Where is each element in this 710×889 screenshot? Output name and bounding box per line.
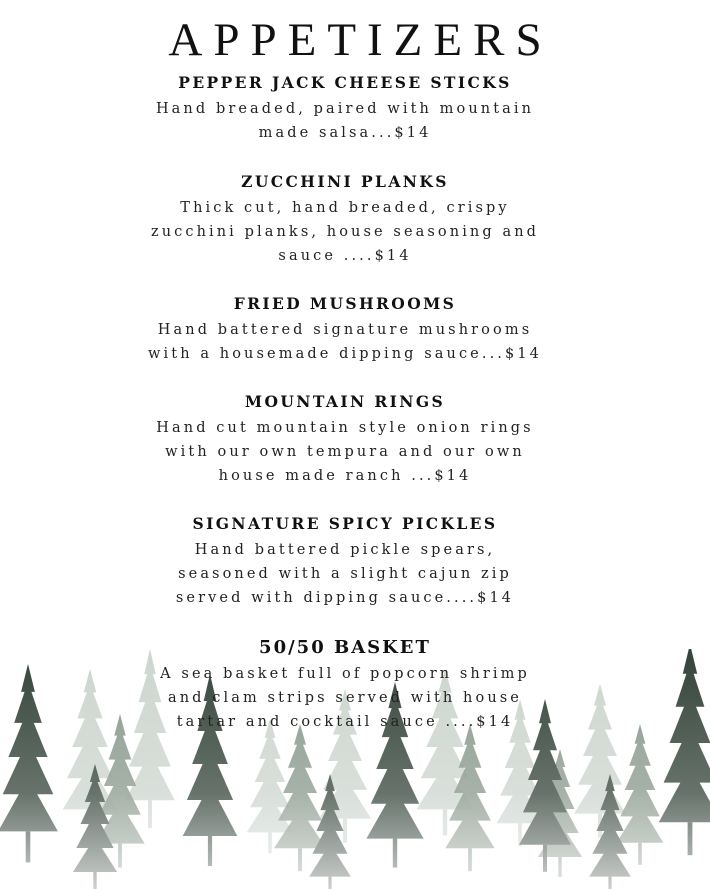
menu-item — [130, 514, 560, 610]
menu-item — [130, 172, 560, 268]
menu-item-name: MOUNTAIN RINGS — [244, 392, 446, 411]
menu-item-name: ZUCCHINI PLANKS — [241, 172, 449, 191]
menu-item-description: Thick cut, hand breaded, crispy zucchini planks, house seasoning and sauce ....$14 — [150, 200, 540, 264]
menu-item-description: Hand breaded, paired with mountain made salsa...$14 — [155, 101, 535, 141]
menu-item-description: Hand battered signature mushrooms with a housemade dipping sauce...$14 — [148, 322, 542, 362]
menu-item-name: FRIED MUSHROOMS — [233, 294, 457, 313]
menu-item-name: PEPPER JACK CHEESE STICKS — [178, 73, 512, 92]
menu-item-description: Hand cut mountain style onion rings with our own tempura and our own house made ranch ...$14 — [156, 420, 534, 484]
menu-title: APPETIZERS — [168, 14, 553, 66]
menu-item-name: SIGNATURE SPICY PICKLES — [192, 514, 498, 533]
menu-item — [130, 638, 560, 734]
menu-item — [130, 392, 560, 488]
menu-item-description: Hand battered pickle spears, seasoned with a slight cajun zip served with dipping sauce....$14 — [175, 542, 515, 606]
menu-item — [130, 73, 560, 145]
menu-item-name: 50/50 BASKET — [259, 637, 431, 658]
menu-item-description: A sea basket full of popcorn shrimp and clam strips served with house tartar and cocktail sauce ....$14 — [160, 666, 530, 730]
menu-item — [130, 294, 560, 366]
